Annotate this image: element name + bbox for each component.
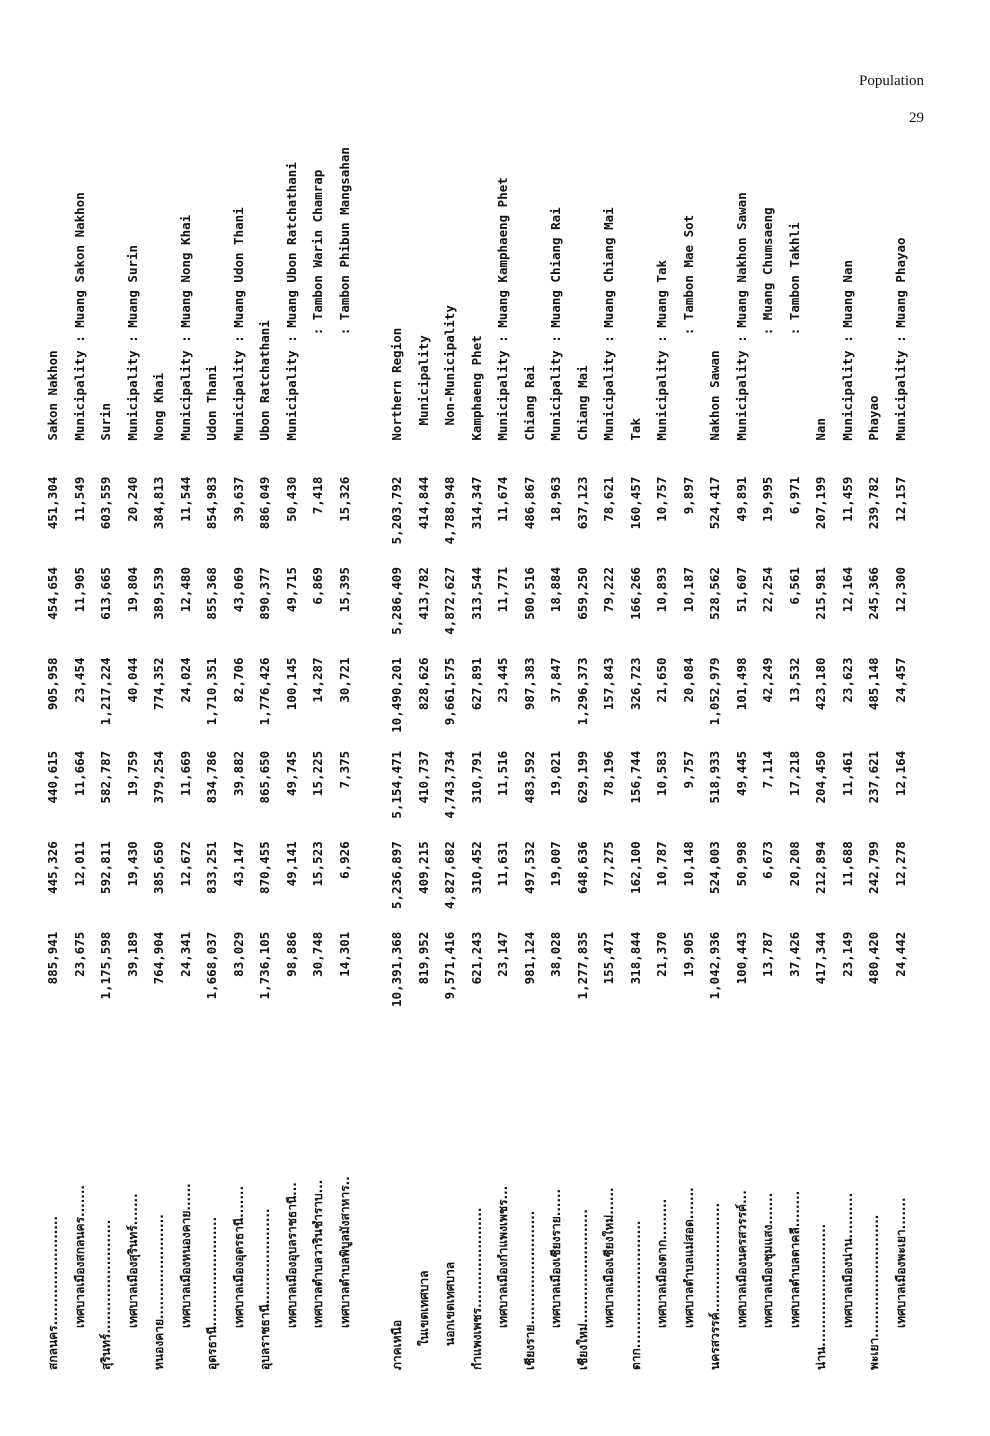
value-cell: 409,215 xyxy=(415,841,431,894)
value-cell: 160,457 xyxy=(627,476,643,530)
value-cell: 15,395 xyxy=(336,567,352,613)
value-cell: 11,544 xyxy=(177,476,193,522)
value-cell: 310,452 xyxy=(468,841,484,894)
spacer-cell xyxy=(358,70,384,1370)
thai-label-cell: เทศบาลเมืองนครสวรรค์... xyxy=(734,1190,749,1328)
value-cell: 1,217,224 xyxy=(98,657,113,726)
value-cell: 15,326 xyxy=(336,476,352,522)
value-cell: 518,933 xyxy=(707,750,722,804)
english-label-cell: Kamphaeng Phet xyxy=(468,335,484,441)
value-cell: 828,626 xyxy=(415,657,431,711)
value-cell: 440,615 xyxy=(45,750,60,804)
english-label-cell: Municipality : Muang Tak xyxy=(654,259,669,441)
value-cell: 313,544 xyxy=(468,567,484,620)
value-cell: 49,445 xyxy=(733,750,749,796)
value-cell: 20,208 xyxy=(786,841,802,887)
english-label-cell: : Tambon Takhli xyxy=(786,222,802,441)
value-cell: 78,196 xyxy=(601,750,616,796)
table-row xyxy=(252,70,279,1370)
value-cell: 486,867 xyxy=(521,476,537,530)
value-cell: 326,723 xyxy=(627,657,643,711)
value-cell: 10,148 xyxy=(680,841,696,887)
value-cell: 410,737 xyxy=(415,750,431,804)
value-cell: 20,240 xyxy=(124,476,140,522)
value-cell: 14,301 xyxy=(336,931,352,977)
value-cell: 12,300 xyxy=(892,567,908,613)
thai-label-cell: เทศบาลเมืองอุดรธานี....... xyxy=(231,1185,246,1328)
value-cell: 30,721 xyxy=(336,657,352,703)
english-label-cell: Municipality : Muang Sakon Nakhon xyxy=(71,192,87,441)
value-cell: 5,236,897 xyxy=(389,841,404,909)
value-cell: 43,069 xyxy=(230,567,246,613)
table-row xyxy=(676,70,703,1370)
value-cell: 49,141 xyxy=(283,841,299,887)
value-cell: 451,304 xyxy=(45,476,60,530)
value-cell: 82,706 xyxy=(230,657,246,703)
value-cell: 485,148 xyxy=(866,657,881,711)
value-cell: 237,621 xyxy=(866,750,881,804)
thai-label-cell: เชียงราย......................... xyxy=(522,1210,537,1370)
value-cell: 834,786 xyxy=(204,750,219,804)
value-cell: 524,417 xyxy=(707,476,722,530)
value-cell: 6,926 xyxy=(336,841,352,879)
value-cell: 774,352 xyxy=(151,657,166,711)
english-label-cell: Nan xyxy=(813,418,828,441)
english-label-cell: Surin xyxy=(98,402,113,441)
thai-label-cell: น่าน........................... xyxy=(814,1223,829,1370)
value-cell: 23,147 xyxy=(495,931,510,977)
table-row xyxy=(67,70,94,1370)
value-cell: 12,480 xyxy=(177,567,193,613)
value-cell: 12,672 xyxy=(177,841,193,887)
value-cell: 11,771 xyxy=(495,567,510,613)
value-cell: 1,710,351 xyxy=(204,657,219,726)
value-cell: 9,571,416 xyxy=(442,931,457,1000)
english-label-cell: Nakhon Sawan xyxy=(707,350,722,441)
value-cell: 18,884 xyxy=(548,567,563,613)
value-cell: 23,445 xyxy=(495,657,510,703)
value-cell: 318,844 xyxy=(627,931,643,985)
table-row xyxy=(623,70,650,1370)
value-cell: 11,461 xyxy=(839,750,855,796)
value-cell: 10,757 xyxy=(654,476,669,522)
value-cell: 20,084 xyxy=(680,657,696,703)
english-label-cell: Municipality xyxy=(415,335,431,441)
english-label-cell: : Muang Chumsaeng xyxy=(760,207,775,441)
value-cell: 51,607 xyxy=(733,567,749,613)
value-cell: 19,995 xyxy=(760,476,775,522)
table-row xyxy=(649,70,676,1370)
value-cell: 83,029 xyxy=(230,931,246,977)
value-cell: 37,847 xyxy=(548,657,563,703)
value-cell: 79,222 xyxy=(601,567,616,613)
value-cell: 637,123 xyxy=(574,476,590,530)
value-cell: 445,326 xyxy=(45,841,60,894)
thai-label-cell: เทศบาลเมืองหนองคาย...... xyxy=(178,1183,193,1328)
value-cell: 157,843 xyxy=(601,657,616,711)
value-cell: 24,341 xyxy=(177,931,193,977)
value-cell: 155,471 xyxy=(601,931,616,985)
value-cell: 9,897 xyxy=(680,476,696,515)
value-cell: 212,894 xyxy=(813,841,828,894)
value-cell: 10,583 xyxy=(654,750,669,796)
thai-label-cell: เทศบาลเมืองสุรินทร์....... xyxy=(125,1193,140,1328)
table-row xyxy=(888,70,915,1370)
value-cell: 480,420 xyxy=(866,931,881,985)
value-cell: 50,998 xyxy=(733,841,749,887)
value-cell: 15,523 xyxy=(310,841,325,887)
rotated-table-wrapper xyxy=(40,70,940,1370)
thai-label-cell: เทศบาลตำบลวารินชำราบ... xyxy=(311,1179,326,1328)
value-cell: 156,744 xyxy=(627,750,643,804)
table-row xyxy=(199,70,226,1370)
table-row xyxy=(279,70,306,1370)
value-cell: 37,426 xyxy=(786,931,802,977)
thai-label-cell: กำแพงเพชร...................... xyxy=(469,1207,484,1370)
value-cell: 78,621 xyxy=(601,476,616,522)
value-cell: 7,375 xyxy=(336,750,352,789)
table-row xyxy=(384,70,411,1370)
value-cell: 6,971 xyxy=(786,476,802,515)
value-cell: 19,007 xyxy=(548,841,563,887)
value-cell: 43,147 xyxy=(230,841,246,887)
table-row xyxy=(517,70,544,1370)
value-cell: 12,278 xyxy=(892,841,908,887)
value-cell: 528,562 xyxy=(707,567,722,620)
table-row xyxy=(808,70,835,1370)
value-cell: 854,983 xyxy=(204,476,219,530)
english-label-cell: Phayao xyxy=(866,395,881,441)
value-cell: 11,674 xyxy=(495,476,510,522)
thai-label-cell: นครสวรรค์........................ xyxy=(708,1202,723,1370)
value-cell: 11,669 xyxy=(177,750,193,796)
value-cell: 42,249 xyxy=(760,657,775,703)
value-cell: 10,490,201 xyxy=(389,657,404,733)
thai-label-cell: นอกเขตเทศบาล xyxy=(443,1261,458,1346)
table-body xyxy=(40,70,914,1370)
value-cell: 981,124 xyxy=(521,931,537,985)
english-label-cell: Northern Region xyxy=(389,327,404,441)
value-cell: 50,430 xyxy=(283,476,299,522)
value-cell: 12,164 xyxy=(839,567,855,613)
value-cell: 905,958 xyxy=(45,657,60,711)
table-row xyxy=(173,70,200,1370)
english-label-cell: Municipality : Muang Udon Thani xyxy=(230,207,246,441)
english-label-cell: Chiang Rai xyxy=(521,365,537,441)
value-cell: 6,673 xyxy=(760,841,775,879)
thai-label-cell: พะเยา........................... xyxy=(867,1214,882,1370)
value-cell: 7,418 xyxy=(310,476,325,515)
value-cell: 18,963 xyxy=(548,476,563,522)
value-cell: 49,745 xyxy=(283,750,299,796)
value-cell: 11,631 xyxy=(495,841,510,887)
value-cell: 19,430 xyxy=(124,841,140,887)
value-cell: 6,869 xyxy=(310,567,325,605)
table-row xyxy=(543,70,570,1370)
value-cell: 4,788,948 xyxy=(442,476,457,545)
thai-label-cell: ในเขตเทศบาล xyxy=(416,1270,431,1346)
value-cell: 39,882 xyxy=(230,750,246,796)
table-row xyxy=(93,70,120,1370)
english-label-cell: Non-Municipality xyxy=(442,305,457,441)
english-label-cell: : Tambon Mae Sot xyxy=(680,214,696,441)
value-cell: 9,661,575 xyxy=(442,657,457,726)
table-row xyxy=(305,70,332,1370)
value-cell: 17,218 xyxy=(786,750,802,796)
value-cell: 101,498 xyxy=(733,657,749,711)
table-row xyxy=(490,70,517,1370)
value-cell: 23,149 xyxy=(839,931,855,977)
value-cell: 1,736,105 xyxy=(257,931,272,1000)
thai-label-cell: สุรินทร์......................... xyxy=(99,1219,114,1370)
value-cell: 77,275 xyxy=(601,841,616,887)
value-cell: 592,811 xyxy=(98,841,113,894)
value-cell: 10,787 xyxy=(654,841,669,887)
value-cell: 5,154,471 xyxy=(389,750,404,819)
value-cell: 310,791 xyxy=(468,750,484,804)
thai-label-cell: หนองคาย....................... xyxy=(152,1214,167,1370)
value-cell: 39,189 xyxy=(124,931,140,977)
value-cell: 582,787 xyxy=(98,750,113,804)
table-row xyxy=(570,70,597,1370)
value-cell: 19,804 xyxy=(124,567,140,613)
thai-label-cell: อุบลราชธานี..................... xyxy=(258,1208,273,1370)
english-label-cell: Tak xyxy=(627,418,643,441)
english-label-cell: Municipality : Muang Chiang Mai xyxy=(601,207,616,441)
value-cell: 385,650 xyxy=(151,841,166,894)
value-cell: 1,668,037 xyxy=(204,931,219,1000)
value-cell: 603,559 xyxy=(98,476,113,530)
english-label-cell: Municipality : Muang Nan xyxy=(839,259,855,441)
table-row xyxy=(332,70,359,1370)
value-cell: 987,383 xyxy=(521,657,537,711)
value-cell: 12,157 xyxy=(892,476,908,522)
english-label-cell: Municipality : Muang Kamphaeng Phet xyxy=(495,177,510,441)
group-spacer xyxy=(358,70,384,1370)
thai-label-cell: เทศบาลตำบลตาคลี........ xyxy=(787,1190,802,1328)
table-row xyxy=(861,70,888,1370)
value-cell: 483,592 xyxy=(521,750,537,804)
value-cell: 627,891 xyxy=(468,657,484,711)
english-label-cell: Sakon Nakhon xyxy=(45,350,60,441)
thai-label-cell: เชียงใหม่......................... xyxy=(575,1209,590,1370)
value-cell: 1,277,835 xyxy=(574,931,590,1000)
value-cell: 524,003 xyxy=(707,841,722,894)
value-cell: 207,199 xyxy=(813,476,828,530)
value-cell: 15,225 xyxy=(310,750,325,796)
value-cell: 885,941 xyxy=(45,931,60,985)
english-label-cell: Municipality : Muang Nong Khai xyxy=(177,214,193,441)
page-number: 29 xyxy=(909,110,924,126)
value-cell: 10,187 xyxy=(680,567,696,613)
table-row xyxy=(437,70,464,1370)
value-cell: 454,654 xyxy=(45,567,60,620)
table-row xyxy=(596,70,623,1370)
value-cell: 12,011 xyxy=(71,841,87,887)
table-row xyxy=(782,70,809,1370)
english-label-cell: Municipality : Muang Ubon Ratchathani xyxy=(283,162,299,441)
value-cell: 4,743,734 xyxy=(442,750,457,819)
value-cell: 19,759 xyxy=(124,750,140,796)
value-cell: 242,799 xyxy=(866,841,881,894)
value-cell: 613,665 xyxy=(98,567,113,620)
english-label-cell: Udon Thani xyxy=(204,365,219,441)
table-row xyxy=(835,70,862,1370)
value-cell: 389,539 xyxy=(151,567,166,620)
value-cell: 204,450 xyxy=(813,750,828,804)
value-cell: 870,455 xyxy=(257,841,272,894)
value-cell: 12,164 xyxy=(892,750,908,796)
value-cell: 648,636 xyxy=(574,841,590,894)
table-row xyxy=(146,70,173,1370)
page-title: Population xyxy=(858,73,924,89)
thai-label-cell: เทศบาลเมืองชุมแสง....... xyxy=(761,1192,776,1328)
value-cell: 384,813 xyxy=(151,476,166,530)
thai-label-cell: ตาก............................ xyxy=(628,1220,643,1370)
value-cell: 100,145 xyxy=(283,657,299,711)
value-cell: 855,368 xyxy=(204,567,219,620)
value-cell: 39,637 xyxy=(230,476,246,522)
value-cell: 10,391,368 xyxy=(389,931,404,1007)
english-label-cell: Municipality : Muang Chiang Rai xyxy=(548,207,563,441)
value-cell: 11,516 xyxy=(495,750,510,796)
thai-label-cell: เทศบาลเมืองตาก......... xyxy=(655,1198,670,1328)
english-label-cell: Municipality : Muang Nakhon Sawan xyxy=(733,192,749,441)
value-cell: 100,443 xyxy=(733,931,749,985)
english-label-cell: Ubon Ratchathani xyxy=(257,320,272,441)
thai-label-cell: เทศบาลเมืองพะเยา....... xyxy=(893,1197,908,1328)
value-cell: 239,782 xyxy=(866,476,881,530)
thai-label-cell: สกลนคร........................ xyxy=(46,1215,61,1370)
english-label-cell: Municipality : Muang Phayao xyxy=(892,237,908,441)
table-row xyxy=(120,70,147,1370)
value-cell: 22,254 xyxy=(760,567,775,613)
value-cell: 417,344 xyxy=(813,931,828,985)
value-cell: 24,024 xyxy=(177,657,193,703)
value-cell: 764,904 xyxy=(151,931,166,985)
value-cell: 819,952 xyxy=(415,931,431,985)
value-cell: 6,561 xyxy=(786,567,802,605)
table-row xyxy=(226,70,253,1370)
table-row xyxy=(702,70,729,1370)
value-cell: 621,243 xyxy=(468,931,484,985)
value-cell: 23,623 xyxy=(839,657,855,703)
english-label-cell: : Tambon Phibun Mangsahan xyxy=(336,147,352,441)
english-label-cell: Nong Khai xyxy=(151,372,166,441)
value-cell: 5,286,409 xyxy=(389,567,404,635)
value-cell: 13,787 xyxy=(760,931,775,977)
thai-label-cell: เทศบาลเมืองน่าน.......... xyxy=(840,1192,855,1328)
population-table xyxy=(40,70,914,1370)
thai-label-cell: เทศบาลเมืองเชียงใหม่...... xyxy=(602,1187,617,1328)
value-cell: 245,366 xyxy=(866,567,881,620)
value-cell: 833,251 xyxy=(204,841,219,894)
value-cell: 1,296,373 xyxy=(574,657,590,726)
value-cell: 24,442 xyxy=(892,931,908,977)
table-row xyxy=(464,70,491,1370)
value-cell: 19,021 xyxy=(548,750,563,796)
value-cell: 166,266 xyxy=(627,567,643,620)
thai-label-cell: อุดรธานี........................ xyxy=(205,1216,220,1370)
value-cell: 379,254 xyxy=(151,750,166,804)
table-row xyxy=(755,70,782,1370)
value-cell: 23,675 xyxy=(71,931,87,977)
value-cell: 1,042,936 xyxy=(707,931,722,1000)
value-cell: 13,532 xyxy=(786,657,802,703)
english-label-cell: : Tambon Warin Chamrap xyxy=(310,169,325,441)
value-cell: 11,664 xyxy=(71,750,87,796)
table-row xyxy=(729,70,756,1370)
value-cell: 11,459 xyxy=(839,476,855,522)
value-cell: 629,199 xyxy=(574,750,590,804)
thai-label-cell: เทศบาลเมืองอุบลราชธานี... xyxy=(284,1182,299,1328)
value-cell: 4,827,682 xyxy=(442,841,457,909)
value-cell: 19,905 xyxy=(680,931,696,977)
value-cell: 9,757 xyxy=(680,750,696,789)
value-cell: 21,650 xyxy=(654,657,669,703)
value-cell: 7,114 xyxy=(760,750,775,789)
table-row xyxy=(40,70,67,1370)
value-cell: 4,872,627 xyxy=(442,567,457,635)
value-cell: 497,532 xyxy=(521,841,537,894)
value-cell: 1,776,426 xyxy=(257,657,272,726)
value-cell: 5,203,792 xyxy=(389,476,404,545)
value-cell: 98,886 xyxy=(283,931,299,977)
value-cell: 413,782 xyxy=(415,567,431,620)
value-cell: 886,049 xyxy=(257,476,272,530)
value-cell: 30,748 xyxy=(310,931,325,977)
thai-label-cell: เทศบาลตำบลแม่สอด....... xyxy=(681,1187,696,1328)
value-cell: 215,981 xyxy=(813,567,828,620)
value-cell: 49,891 xyxy=(733,476,749,522)
value-cell: 40,044 xyxy=(124,657,140,703)
english-label-cell: Chiang Mai xyxy=(574,365,590,441)
value-cell: 10,893 xyxy=(654,567,669,613)
value-cell: 865,650 xyxy=(257,750,272,804)
value-cell: 23,454 xyxy=(71,657,87,703)
value-cell: 659,250 xyxy=(574,567,590,620)
value-cell: 24,457 xyxy=(892,657,908,703)
value-cell: 49,715 xyxy=(283,567,299,613)
value-cell: 21,370 xyxy=(654,931,669,977)
value-cell: 162,100 xyxy=(627,841,643,894)
value-cell: 11,905 xyxy=(71,567,87,613)
value-cell: 423,180 xyxy=(813,657,828,711)
value-cell: 38,028 xyxy=(548,931,563,977)
english-label-cell: Municipality : Muang Surin xyxy=(124,244,140,441)
value-cell: 314,347 xyxy=(468,476,484,530)
value-cell: 1,175,598 xyxy=(98,931,113,1000)
thai-label-cell: ภาคเหนือ xyxy=(390,1319,405,1370)
thai-label-cell: เทศบาลเมืองเชียงราย...... xyxy=(549,1188,564,1328)
value-cell: 11,549 xyxy=(71,476,87,522)
table-row xyxy=(411,70,438,1370)
value-cell: 500,516 xyxy=(521,567,537,620)
value-cell: 414,844 xyxy=(415,476,431,530)
value-cell: 890,377 xyxy=(257,567,272,620)
thai-label-cell: เทศบาลเมืองสกลนคร....... xyxy=(72,1185,87,1328)
thai-label-cell: เทศบาลตำบลพิบูลมังสาหาร.. xyxy=(337,1176,352,1328)
value-cell: 14,287 xyxy=(310,657,325,703)
thai-label-cell: เทศบาลเมืองกำแพงเพชร... xyxy=(496,1185,511,1328)
value-cell: 11,688 xyxy=(839,841,855,887)
value-cell: 1,052,979 xyxy=(707,657,722,726)
